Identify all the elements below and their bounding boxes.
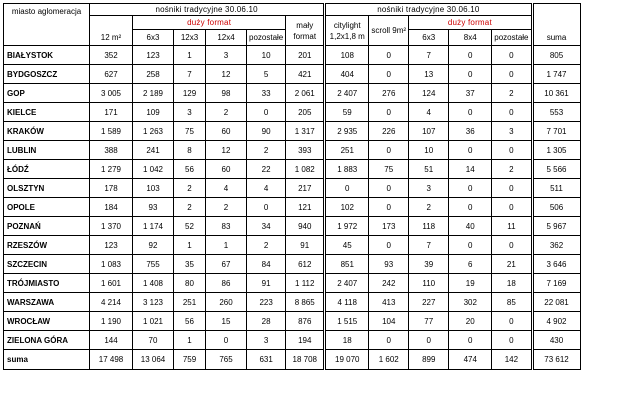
value-cell: 1 021 [133, 312, 174, 331]
value-cell: 102 [325, 198, 369, 217]
sum-header-label: suma [546, 33, 567, 42]
value-cell: 2 [492, 84, 532, 103]
value-cell: 1 174 [133, 217, 174, 236]
value-cell: 0 [492, 141, 532, 160]
value-cell: 0 [492, 331, 532, 350]
col-scroll [369, 16, 409, 46]
value-cell: 0 [325, 179, 369, 198]
value-cell: 1 408 [133, 274, 174, 293]
value-cell: 0 [369, 65, 409, 84]
value-cell: 124 [409, 84, 449, 103]
col-pozostale-2 [492, 30, 532, 46]
city-name: WROCŁAW [4, 312, 90, 331]
sum-row [4, 350, 581, 370]
value-cell: 52 [174, 217, 206, 236]
value-cell: 36 [449, 122, 492, 141]
value-cell: 2 935 [325, 122, 369, 141]
value-cell: 2 [174, 198, 206, 217]
table-row [4, 84, 581, 103]
value-cell: 940 [286, 217, 325, 236]
row-sum-cell: 362 [532, 236, 580, 255]
sum-cell: 18 708 [286, 350, 325, 370]
sum-cell: 899 [409, 350, 449, 370]
value-cell: 171 [90, 103, 133, 122]
table-row [4, 331, 581, 350]
value-cell: 7 [409, 46, 449, 65]
row-sum-cell: 10 361 [532, 84, 580, 103]
value-cell: 755 [133, 255, 174, 274]
value-cell: 0 [369, 46, 409, 65]
value-cell: 1 263 [133, 122, 174, 141]
col-8x4-label: 8x4 [463, 33, 477, 42]
col-6x3-label: 6x3 [146, 33, 160, 42]
value-cell: 80 [174, 274, 206, 293]
table-row [4, 103, 581, 122]
value-cell: 388 [90, 141, 133, 160]
value-cell: 3 [492, 122, 532, 141]
value-cell: 91 [247, 274, 286, 293]
row-sum-cell: 4 902 [532, 312, 580, 331]
value-cell: 413 [369, 293, 409, 312]
city-header [4, 4, 90, 46]
value-cell: 612 [286, 255, 325, 274]
value-cell: 0 [449, 65, 492, 84]
value-cell: 98 [206, 84, 247, 103]
value-cell: 1 589 [90, 122, 133, 141]
value-cell: 60 [206, 122, 247, 141]
value-cell: 13 [409, 65, 449, 84]
row-sum-cell: 7 169 [532, 274, 580, 293]
value-cell: 108 [325, 46, 369, 65]
value-cell: 1 [174, 331, 206, 350]
value-cell: 10 [409, 141, 449, 160]
value-cell: 20 [449, 312, 492, 331]
sum-cell: 631 [247, 350, 286, 370]
value-cell: 12 [206, 141, 247, 160]
value-cell: 5 [247, 65, 286, 84]
value-cell: 217 [286, 179, 325, 198]
value-cell: 0 [449, 46, 492, 65]
table-row [4, 160, 581, 179]
col-citylight [325, 16, 369, 46]
value-cell: 45 [325, 236, 369, 255]
value-cell: 1 279 [90, 160, 133, 179]
col-12x4 [206, 30, 247, 46]
value-cell: 144 [90, 331, 133, 350]
value-cell: 242 [369, 274, 409, 293]
value-cell: 0 [449, 179, 492, 198]
sum-cell: 142 [492, 350, 532, 370]
value-cell: 86 [206, 274, 247, 293]
value-cell: 103 [133, 179, 174, 198]
value-cell: 1 883 [325, 160, 369, 179]
value-cell: 3 005 [90, 84, 133, 103]
group2-subgroup [409, 16, 532, 30]
value-cell: 1 [206, 236, 247, 255]
value-cell: 851 [325, 255, 369, 274]
value-cell: 1 370 [90, 217, 133, 236]
value-cell: 260 [206, 293, 247, 312]
value-cell: 0 [449, 198, 492, 217]
value-cell: 1 083 [90, 255, 133, 274]
row-sum-cell: 805 [532, 46, 580, 65]
sum-row-label: suma [4, 350, 90, 370]
value-cell: 1 [174, 236, 206, 255]
col-12x3 [174, 30, 206, 46]
col-pozostale-1-label: pozostałe [249, 33, 284, 42]
group1-subgroup-label: duży format [187, 18, 232, 27]
value-cell: 0 [449, 236, 492, 255]
value-cell: 1 190 [90, 312, 133, 331]
city-name: BYDGOSZCZ [4, 65, 90, 84]
value-cell: 35 [174, 255, 206, 274]
value-cell: 1 [174, 46, 206, 65]
city-name: WARSZAWA [4, 293, 90, 312]
row-sum-cell: 22 081 [532, 293, 580, 312]
value-cell: 84 [247, 255, 286, 274]
col-scroll-label: scroll 9m² [371, 26, 407, 35]
value-cell: 2 407 [325, 84, 369, 103]
value-cell: 0 [492, 65, 532, 84]
table-row [4, 217, 581, 236]
value-cell: 107 [409, 122, 449, 141]
sum-cell: 765 [206, 350, 247, 370]
city-name: KRAKÓW [4, 122, 90, 141]
value-cell: 0 [369, 179, 409, 198]
col-pozostale-1 [247, 30, 286, 46]
value-cell: 1 601 [90, 274, 133, 293]
data-table [3, 3, 581, 370]
sum-cell: 17 498 [90, 350, 133, 370]
value-cell: 227 [409, 293, 449, 312]
value-cell: 1 972 [325, 217, 369, 236]
col-pozostale-2-label: pozostałe [494, 33, 529, 42]
table-row [4, 255, 581, 274]
value-cell: 0 [449, 331, 492, 350]
table-row [4, 293, 581, 312]
city-name: SZCZECIN [4, 255, 90, 274]
value-cell: 0 [492, 312, 532, 331]
value-cell: 2 061 [286, 84, 325, 103]
col-12x3-label: 12x3 [180, 33, 199, 42]
value-cell: 37 [449, 84, 492, 103]
col-maly-format [286, 16, 325, 46]
value-cell: 0 [492, 179, 532, 198]
value-cell: 184 [90, 198, 133, 217]
value-cell: 109 [133, 103, 174, 122]
group2-subgroup-label: duży format [447, 18, 492, 27]
row-sum-cell: 1 305 [532, 141, 580, 160]
value-cell: 56 [174, 312, 206, 331]
value-cell: 39 [409, 255, 449, 274]
value-cell: 70 [133, 331, 174, 350]
value-cell: 4 [247, 179, 286, 198]
value-cell: 51 [409, 160, 449, 179]
value-cell: 0 [369, 198, 409, 217]
city-header-label: miasto aglomeracja [11, 7, 82, 16]
table-row [4, 312, 581, 331]
value-cell: 85 [492, 293, 532, 312]
value-cell: 421 [286, 65, 325, 84]
value-cell: 0 [492, 46, 532, 65]
value-cell: 0 [369, 103, 409, 122]
value-cell: 0 [206, 331, 247, 350]
col-citylight-label: citylight 1,2x1,8 m [329, 20, 365, 41]
col-6x3 [133, 30, 174, 46]
value-cell: 1 515 [325, 312, 369, 331]
value-cell: 0 [369, 331, 409, 350]
row-sum-cell: 7 701 [532, 122, 580, 141]
sum-cell: 474 [449, 350, 492, 370]
value-cell: 7 [409, 236, 449, 255]
value-cell: 2 [247, 141, 286, 160]
table-row [4, 46, 581, 65]
value-cell: 627 [90, 65, 133, 84]
city-name: OLSZTYN [4, 179, 90, 198]
value-cell: 59 [325, 103, 369, 122]
group1-title [90, 4, 325, 16]
col-6x3-b-label: 6x3 [422, 33, 436, 42]
table-body [4, 46, 581, 350]
value-cell: 22 [247, 160, 286, 179]
value-cell: 205 [286, 103, 325, 122]
city-name: RZESZÓW [4, 236, 90, 255]
value-cell: 223 [247, 293, 286, 312]
row-sum-cell: 5 566 [532, 160, 580, 179]
value-cell: 276 [369, 84, 409, 103]
value-cell: 75 [174, 122, 206, 141]
value-cell: 178 [90, 179, 133, 198]
value-cell: 2 407 [325, 274, 369, 293]
table-row [4, 198, 581, 217]
row-sum-cell: 553 [532, 103, 580, 122]
city-name: BIAŁYSTOK [4, 46, 90, 65]
value-cell: 93 [133, 198, 174, 217]
group1-subgroup [133, 16, 286, 30]
value-cell: 90 [247, 122, 286, 141]
value-cell: 4 [409, 103, 449, 122]
value-cell: 1 317 [286, 122, 325, 141]
value-cell: 201 [286, 46, 325, 65]
city-name: LUBLIN [4, 141, 90, 160]
value-cell: 393 [286, 141, 325, 160]
value-cell: 11 [492, 217, 532, 236]
value-cell: 67 [206, 255, 247, 274]
col-12x4-label: 12x4 [217, 33, 235, 42]
value-cell: 34 [247, 217, 286, 236]
value-cell: 60 [206, 160, 247, 179]
col-8x4 [449, 30, 492, 46]
value-cell: 0 [369, 236, 409, 255]
col-maly-format-label: mały format [293, 21, 317, 41]
row-sum-cell: 5 967 [532, 217, 580, 236]
city-name: OPOLE [4, 198, 90, 217]
value-cell: 0 [492, 103, 532, 122]
value-cell: 10 [247, 46, 286, 65]
group1-title-label: nośniki tradycyjne 30.06.10 [155, 5, 258, 14]
city-name: KIELCE [4, 103, 90, 122]
value-cell: 226 [369, 122, 409, 141]
col-6x3-b [409, 30, 449, 46]
value-cell: 0 [247, 198, 286, 217]
value-cell: 121 [286, 198, 325, 217]
value-cell: 12 [206, 65, 247, 84]
row-sum-cell: 430 [532, 331, 580, 350]
sum-header [532, 4, 580, 46]
value-cell: 18 [492, 274, 532, 293]
value-cell: 241 [133, 141, 174, 160]
table-row [4, 274, 581, 293]
value-cell: 7 [174, 65, 206, 84]
table-row [4, 122, 581, 141]
value-cell: 3 [409, 179, 449, 198]
value-cell: 77 [409, 312, 449, 331]
value-cell: 8 [174, 141, 206, 160]
col-12m2 [90, 16, 133, 46]
value-cell: 3 123 [133, 293, 174, 312]
value-cell: 0 [449, 141, 492, 160]
sum-cell: 13 064 [133, 350, 174, 370]
value-cell: 173 [369, 217, 409, 236]
value-cell: 2 [409, 198, 449, 217]
sum-cell: 1 602 [369, 350, 409, 370]
value-cell: 0 [409, 331, 449, 350]
city-name: ŁÓDŹ [4, 160, 90, 179]
city-name: ZIELONA GÓRA [4, 331, 90, 350]
value-cell: 75 [369, 160, 409, 179]
value-cell: 302 [449, 293, 492, 312]
value-cell: 3 [174, 103, 206, 122]
value-cell: 0 [449, 103, 492, 122]
value-cell: 1 082 [286, 160, 325, 179]
value-cell: 352 [90, 46, 133, 65]
value-cell: 2 189 [133, 84, 174, 103]
col-12m2-label: 12 m² [100, 33, 122, 42]
value-cell: 21 [492, 255, 532, 274]
value-cell: 110 [409, 274, 449, 293]
sum-cell: 19 070 [325, 350, 369, 370]
value-cell: 83 [206, 217, 247, 236]
group2-title [325, 4, 532, 16]
value-cell: 251 [174, 293, 206, 312]
value-cell: 92 [133, 236, 174, 255]
value-cell: 19 [449, 274, 492, 293]
table-row [4, 65, 581, 84]
value-cell: 251 [325, 141, 369, 160]
value-cell: 40 [449, 217, 492, 236]
value-cell: 2 [206, 103, 247, 122]
table-row [4, 179, 581, 198]
value-cell: 3 [206, 46, 247, 65]
value-cell: 404 [325, 65, 369, 84]
value-cell: 0 [492, 236, 532, 255]
value-cell: 0 [247, 103, 286, 122]
value-cell: 4 [206, 179, 247, 198]
value-cell: 118 [409, 217, 449, 236]
row-sum-cell: 511 [532, 179, 580, 198]
table-row [4, 236, 581, 255]
value-cell: 2 [247, 236, 286, 255]
value-cell: 28 [247, 312, 286, 331]
value-cell: 15 [206, 312, 247, 331]
value-cell: 14 [449, 160, 492, 179]
value-cell: 258 [133, 65, 174, 84]
value-cell: 2 [492, 160, 532, 179]
group2-title-label: nośniki tradycyjne 30.06.10 [377, 5, 480, 14]
value-cell: 18 [325, 331, 369, 350]
row-sum-cell: 1 747 [532, 65, 580, 84]
value-cell: 129 [174, 84, 206, 103]
value-cell: 91 [286, 236, 325, 255]
sum-cell: 759 [174, 350, 206, 370]
value-cell: 56 [174, 160, 206, 179]
city-name: POZNAŃ [4, 217, 90, 236]
row-sum-cell: 506 [532, 198, 580, 217]
value-cell: 93 [369, 255, 409, 274]
city-name: GOP [4, 84, 90, 103]
value-cell: 194 [286, 331, 325, 350]
value-cell: 123 [133, 46, 174, 65]
value-cell: 2 [206, 198, 247, 217]
value-cell: 2 [174, 179, 206, 198]
value-cell: 104 [369, 312, 409, 331]
value-cell: 1 112 [286, 274, 325, 293]
value-cell: 876 [286, 312, 325, 331]
row-sum-cell: 3 646 [532, 255, 580, 274]
value-cell: 3 [247, 331, 286, 350]
value-cell: 6 [449, 255, 492, 274]
city-name: TRÓJMIASTO [4, 274, 90, 293]
value-cell: 0 [492, 198, 532, 217]
value-cell: 8 865 [286, 293, 325, 312]
table-row [4, 141, 581, 160]
value-cell: 123 [90, 236, 133, 255]
value-cell: 33 [247, 84, 286, 103]
value-cell: 0 [369, 141, 409, 160]
value-cell: 4 214 [90, 293, 133, 312]
sum-total-cell: 73 612 [532, 350, 580, 370]
value-cell: 4 118 [325, 293, 369, 312]
value-cell: 1 042 [133, 160, 174, 179]
